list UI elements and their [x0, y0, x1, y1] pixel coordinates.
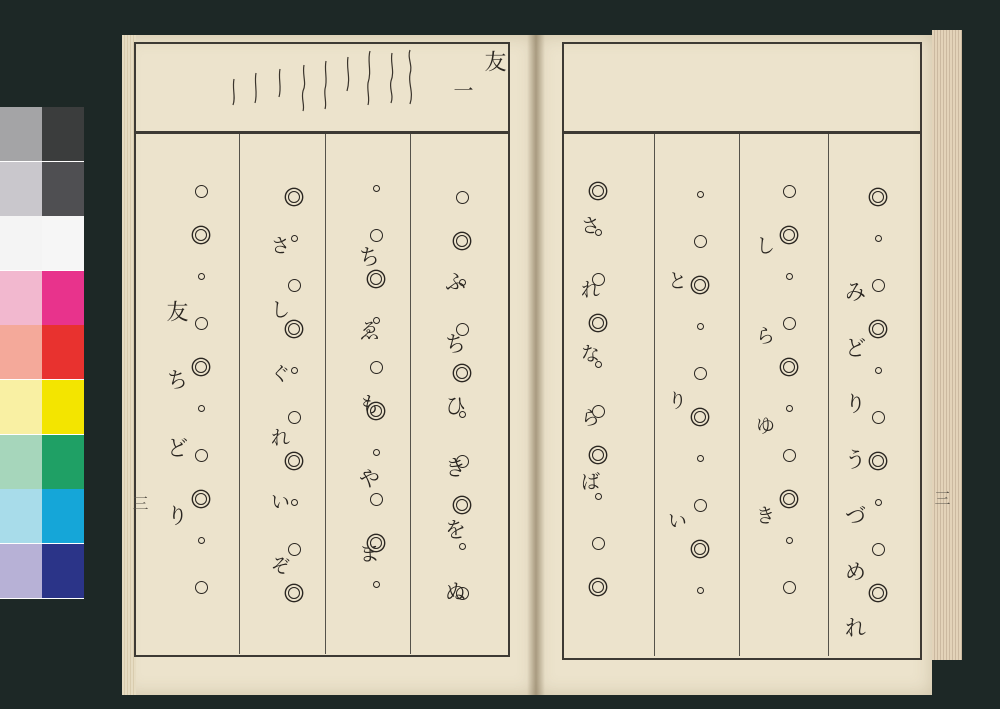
right-column-divider-3: [828, 134, 829, 656]
notation-circle: [459, 543, 466, 550]
notation-circle: [456, 323, 469, 336]
notation-circle: [783, 361, 795, 373]
notation-circle: [373, 317, 380, 324]
color-calibration-card: [0, 107, 84, 599]
color-chip: [0, 380, 42, 434]
notation-circle: [370, 361, 383, 374]
notation-circle: [592, 405, 605, 418]
color-chip: [42, 216, 84, 270]
notation-circle: [694, 235, 707, 248]
left-column-divider-1: [239, 134, 240, 654]
notation-circle: [694, 367, 707, 380]
color-chip: [0, 271, 42, 325]
notation-circle: [783, 449, 796, 462]
notation-circle: [783, 185, 796, 198]
right-header-box: [562, 42, 922, 134]
page-title: 友: [481, 50, 506, 72]
color-chip: [42, 325, 84, 379]
notation-circle: [195, 493, 207, 505]
notation-circle: [697, 455, 704, 462]
notation-circle: [456, 499, 468, 511]
notation-circle: [288, 455, 300, 467]
notation-circle: [456, 191, 469, 204]
right-column-divider-2: [739, 134, 740, 656]
notation-circle: [592, 581, 604, 593]
notation-circle: [456, 455, 469, 468]
notation-circle: [875, 367, 882, 374]
notation-circle: [373, 449, 380, 456]
right-margin-note: 三: [932, 490, 951, 506]
notation-circle: [456, 235, 468, 247]
right-lyric-column-3: とりい: [664, 270, 688, 630]
notation-circle: [195, 449, 208, 462]
color-chip: [0, 216, 42, 270]
color-chip: [0, 107, 42, 161]
left-margin-note: 三: [130, 495, 149, 511]
color-chip: [42, 380, 84, 434]
color-chip: [0, 162, 42, 216]
notation-circle: [370, 493, 383, 506]
notation-circle: [198, 273, 205, 280]
notation-circle: [291, 499, 298, 506]
notation-circle: [198, 405, 205, 412]
notation-circle: [198, 537, 205, 544]
notation-circle: [288, 587, 300, 599]
notation-circle: [459, 279, 466, 286]
notation-circle: [786, 273, 793, 280]
notation-circle: [288, 411, 301, 424]
notation-circle: [373, 185, 380, 192]
right-score-top-rule: [562, 131, 920, 133]
notation-circle: [459, 411, 466, 418]
color-chip: [42, 544, 84, 598]
notation-circle: [697, 191, 704, 198]
notation-circle: [595, 361, 602, 368]
right-lyric-column-4: されならば: [577, 215, 601, 535]
color-chip: [0, 435, 42, 489]
notation-circle: [783, 317, 796, 330]
notation-circle: [875, 235, 882, 242]
section-number: 一: [450, 80, 474, 100]
notation-circle: [697, 323, 704, 330]
notation-circle: [872, 411, 885, 424]
notation-circle: [783, 229, 795, 241]
notation-circle: [872, 587, 884, 599]
color-chip: [0, 544, 42, 598]
right-column-divider-1: [654, 134, 655, 656]
notation-circle: [288, 543, 301, 556]
notation-circle: [373, 581, 380, 588]
color-chip: [42, 271, 84, 325]
notation-circle: [195, 581, 208, 594]
notation-circle: [875, 499, 882, 506]
notation-circle: [872, 455, 884, 467]
notation-circle: [195, 317, 208, 330]
left-lyric-column-2: ちゑもやま: [355, 245, 380, 615]
notation-circle: [291, 235, 298, 242]
notation-circle: [872, 191, 884, 203]
notation-circle: [783, 493, 795, 505]
left-lyric-column-4: 友ちどり: [163, 300, 188, 572]
left-column-divider-3: [410, 134, 411, 654]
notation-circle: [872, 543, 885, 556]
notation-circle: [291, 367, 298, 374]
notation-circle: [370, 273, 382, 285]
notation-circle: [592, 317, 604, 329]
notation-circle: [592, 273, 605, 286]
right-lyric-column-1: みどりうづめれ: [841, 280, 866, 672]
notation-circle: [195, 229, 207, 241]
notation-circle: [694, 411, 706, 423]
left-lyric-column-3: さしぐれいぞ: [267, 235, 291, 619]
notation-circle: [195, 185, 208, 198]
color-chip: [0, 489, 42, 543]
notation-circle: [786, 405, 793, 412]
notation-circle: [195, 361, 207, 373]
left-column-divider-2: [325, 134, 326, 654]
notation-circle: [783, 581, 796, 594]
notation-circle: [694, 499, 707, 512]
notation-circle: [592, 185, 604, 197]
notation-circle: [697, 587, 704, 594]
left-lyric-column-1: ふちひきをぬ: [441, 270, 466, 642]
right-lyric-column-2: しらゆき: [752, 235, 776, 595]
notation-circle: [592, 537, 605, 550]
notation-circle: [370, 229, 383, 242]
color-chip: [42, 435, 84, 489]
notation-circle: [288, 323, 300, 335]
right-page-edge: [932, 30, 962, 660]
color-chip: [0, 325, 42, 379]
notation-circle: [872, 279, 885, 292]
book-gutter: [527, 35, 545, 695]
notation-circle: [370, 537, 382, 549]
notation-circle: [595, 493, 602, 500]
notation-circle: [595, 229, 602, 236]
left-score-top-rule: [134, 131, 508, 133]
header-handwritten-notes: [220, 45, 440, 125]
color-chip: [42, 107, 84, 161]
notation-circle: [456, 587, 469, 600]
color-chip: [42, 162, 84, 216]
notation-circle: [872, 323, 884, 335]
notation-circle: [288, 279, 301, 292]
notation-circle: [786, 537, 793, 544]
notation-circle: [694, 279, 706, 291]
notation-circle: [456, 367, 468, 379]
color-chip: [42, 489, 84, 543]
notation-circle: [370, 405, 382, 417]
notation-circle: [288, 191, 300, 203]
notation-circle: [694, 543, 706, 555]
notation-circle: [592, 449, 604, 461]
